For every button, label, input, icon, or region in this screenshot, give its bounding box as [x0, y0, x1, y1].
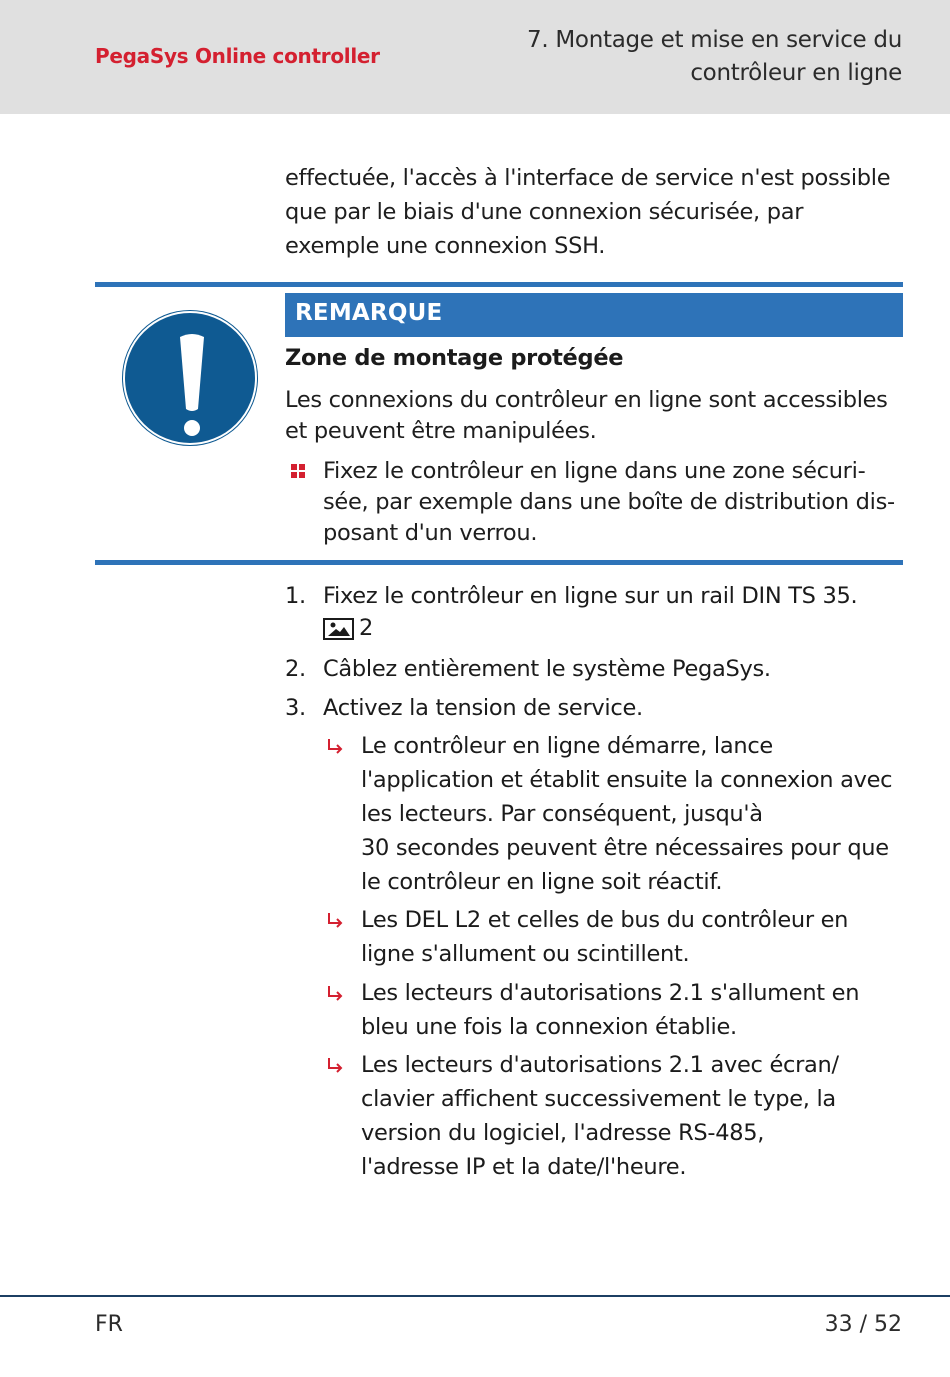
step-text: Fixez le contrôleur en ligne sur un rail DIN TS 35. [323, 583, 858, 609]
result-line: bleu une fois la connexion établie. [361, 1014, 737, 1040]
result-line: Les DEL L2 et celles de bus du contrôleur en [361, 907, 849, 933]
notice-text-line: Les connexions du contrôleur en ligne sont accessibles [285, 387, 888, 413]
step-number: 1. [285, 583, 306, 609]
result-arrow-icon [325, 737, 345, 757]
notice-heading: Zone de montage protégée [285, 345, 624, 371]
result-line: l'adresse IP et la date/l'heure. [361, 1154, 687, 1180]
result-line: les lecteurs. Par conséquent, jusqu'à [361, 801, 763, 827]
step-text: Câblez entièrement le système PegaSys. [323, 656, 771, 682]
result-line: version du logiciel, l'adresse RS-485, [361, 1120, 765, 1146]
step-text: Activez la tension de service. [323, 695, 643, 721]
notice-text [285, 385, 905, 447]
footer-language: FR [95, 1312, 123, 1337]
notice-top-rule [95, 282, 903, 287]
notice-action-line: Fixez le contrôleur en ligne dans une zone sécuri- [323, 458, 866, 484]
result-arrow-icon [325, 1056, 345, 1076]
result-item [361, 729, 913, 899]
result-line: ligne s'allument ou scintillent. [361, 941, 690, 967]
result-line: 30 secondes peuvent être nécessaires pour que [361, 835, 889, 861]
action-bullet-icon [291, 464, 305, 478]
page-number: 33 / 52 [824, 1312, 902, 1337]
chapter-title-line: contrôleur en ligne [690, 60, 902, 86]
intro-line: exemple une connexion SSH. [285, 233, 606, 259]
result-line: Le contrôleur en ligne démarre, lance [361, 733, 773, 759]
intro-paragraph [285, 161, 905, 263]
result-item [361, 903, 913, 971]
chapter-title [482, 24, 902, 90]
result-line: le contrôleur en ligne soit réactif. [361, 869, 723, 895]
exclamation-icon [123, 311, 257, 445]
result-line: Les lecteurs d'autorisations 2.1 s'allument en [361, 980, 860, 1006]
notice-label-bar [285, 293, 903, 337]
brand-title: PegaSys Online controller [95, 44, 380, 68]
step-number: 2. [285, 656, 306, 682]
notice-action [323, 456, 913, 549]
result-arrow-icon [325, 984, 345, 1004]
result-item [361, 976, 913, 1044]
result-line: Les lecteurs d'autorisations 2.1 avec écran/ [361, 1052, 839, 1078]
page-header [0, 0, 950, 114]
notice-action-line: posant d'un verrou. [323, 520, 538, 546]
footer-rule [0, 1295, 950, 1297]
chapter-title-line: 7. Montage et mise en service du [527, 27, 902, 53]
intro-line: que par le biais d'une connexion sécurisée, par [285, 199, 804, 225]
step-number: 3. [285, 695, 306, 721]
notice-action-line: sée, par exemple dans une boîte de distribution dis- [323, 489, 895, 515]
image-icon [323, 618, 354, 640]
result-line: clavier affichent successivement le type, la [361, 1086, 836, 1112]
result-line: l'application et établit ensuite la connexion avec [361, 767, 893, 793]
result-arrow-icon [325, 911, 345, 931]
figure-number: 2 [359, 615, 374, 641]
notice-label: REMARQUE [295, 300, 443, 326]
notice-bottom-rule [95, 560, 903, 565]
notice-text-line: et peuvent être manipulées. [285, 418, 597, 444]
intro-line: effectuée, l'accès à l'interface de service n'est possible [285, 165, 891, 191]
result-item [361, 1048, 913, 1184]
